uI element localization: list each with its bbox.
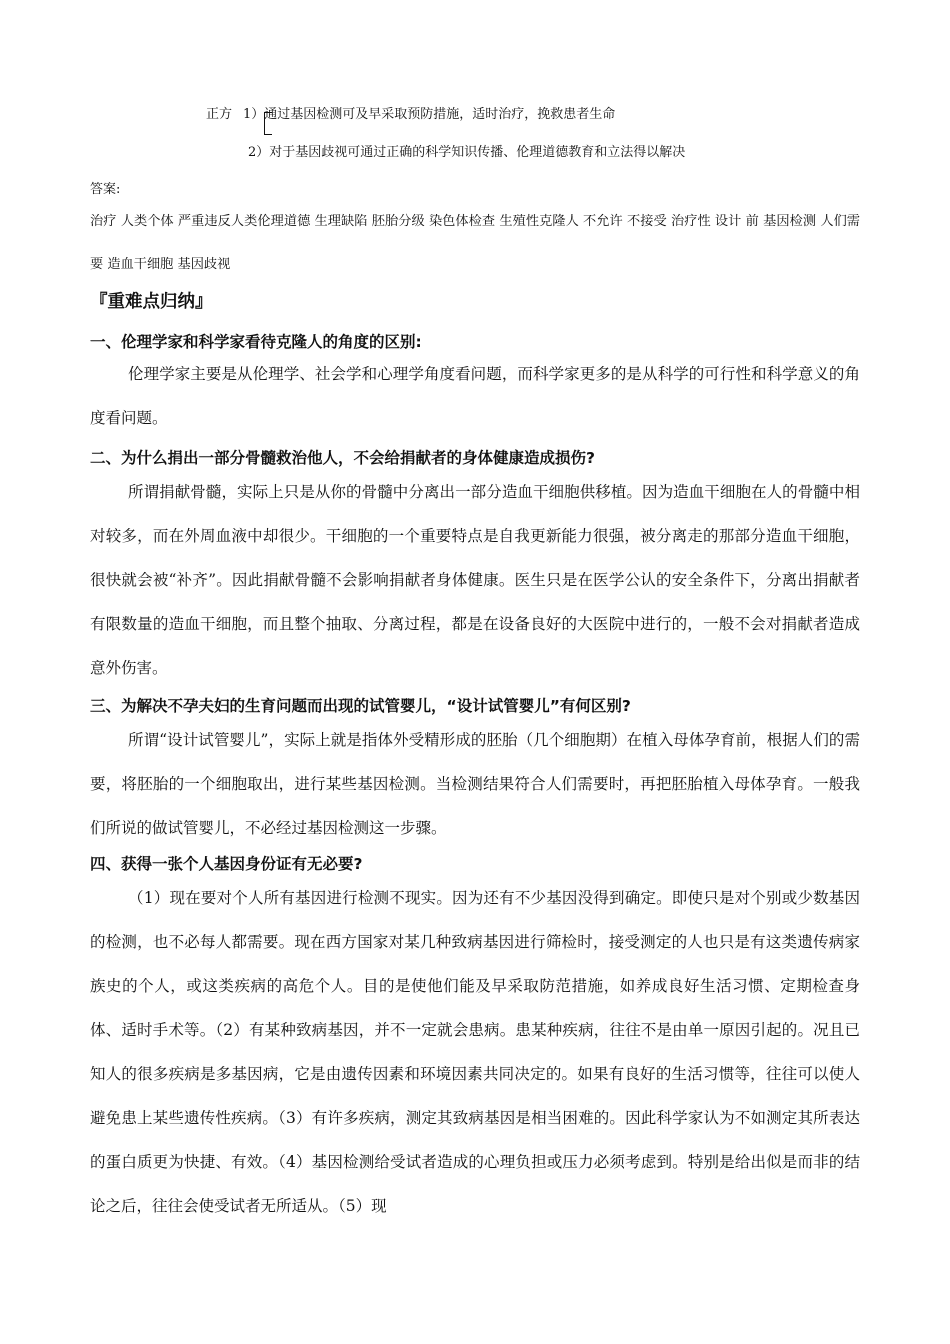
section-4-heading: 四、获得一张个人基因身份证有无必要? — [90, 855, 363, 873]
zhengfang-point-2: 2）对于基因歧视可通过正确的科学知识传播、伦理道德教育和立法得以解决 — [248, 145, 686, 160]
section-4-body: （1）现在要对个人所有基因进行检测不现实。因为还有不少基因没得到确定。即使只是对个别或少数基因的检测，也不必每人都需要。现在西方国家对某几种致病基因进行筛检时，接受测定的人也只是有这类遗传病家族史的个人，或这类疾病的高危个人。目的是使他们能及早采取防范措施，如养成良好生活习惯、定期检查身体、适时手术等。（2）有某种致病基因，并不一定就会患病。患某种疾病，往往不是由单一原因引起的。况且已知人的很多疾病是多基因病，它是由遗传因素和环境因素共同决定的。如果有良好的生活习惯等，往往可以使人避免患上某些遗传性疾病。（3）有许多疾病，测定其致病基因是相当困难的。因此科学家认为不如测定其所表达的蛋白质更为快捷、有效。（4）基因检测给受试者造成的心理负担或压力必须考虑到。特别是给出似是而非的结论之后，往往会使受试者无所适从。（5）现 — [90, 889, 860, 1215]
answers-label: 答案: — [90, 182, 121, 197]
section-2-heading: 二、为什么捐出一部分骨髓救治他人，不会给捐献者的身体健康造成损伤? — [90, 449, 595, 467]
section-1-body: 伦理学家主要是从伦理学、社会学和心理学角度看问题，而科学家更多的是从科学的可行性和科学意义的角度看问题。 — [90, 365, 860, 427]
section-3-body: 所谓“设计试管婴儿”，实际上就是指体外受精形成的胚胎（几个细胞期）在植入母体孕育前，根据人们的需要，将胚胎的一个细胞取出，进行某些基因检测。当检测结果符合人们需要时，再把胚胎植入母体孕育。一般我们所说的做试管婴儿，不必经过基因检测这一步骤。 — [90, 731, 860, 837]
section-3-heading: 三、为解决不孕夫妇的生育问题而出现的试管婴儿，“设计试管婴儿”有何区别? — [90, 697, 631, 715]
bracket-line — [264, 112, 275, 135]
zhengfang-label: 正方 — [206, 107, 233, 122]
section-1-heading: 一、伦理学家和科学家看待克隆人的角度的区别: — [90, 333, 422, 351]
section-2-body: 所谓捐献骨髓，实际上只是从你的骨髓中分离出一部分造血干细胞供移植。因为造血干细胞在人的骨髓中相对较多，而在外周血液中却很少。干细胞的一个重要特点是自我更新能力很强，被分离走的那部分造血干细胞，很快就会被“补齐”。因此捐献骨髓不会影响捐献者身体健康。医生只是在医学公认的安全条件下，分离出捐献者有限数量的造血干细胞，而且整个抽取、分离过程，都是在设备良好的大医院中进行的，一般不会对捐献者造成意外伤害。 — [90, 483, 860, 677]
summary-title: 『重难点归纳』 — [90, 292, 213, 312]
answers-text: 治疗 人类个体 严重违反人类伦理道德 生理缺陷 胚胎分级 染色体检查 生殖性克隆人 不允许 不接受 治疗性 设计 前 基因检测 人们需要 造血干细胞 基因歧视 — [90, 214, 860, 272]
zhengfang-point-1: 1）通过基因检测可及早采取预防措施，适时治疗，挽救患者生命 — [243, 107, 616, 122]
